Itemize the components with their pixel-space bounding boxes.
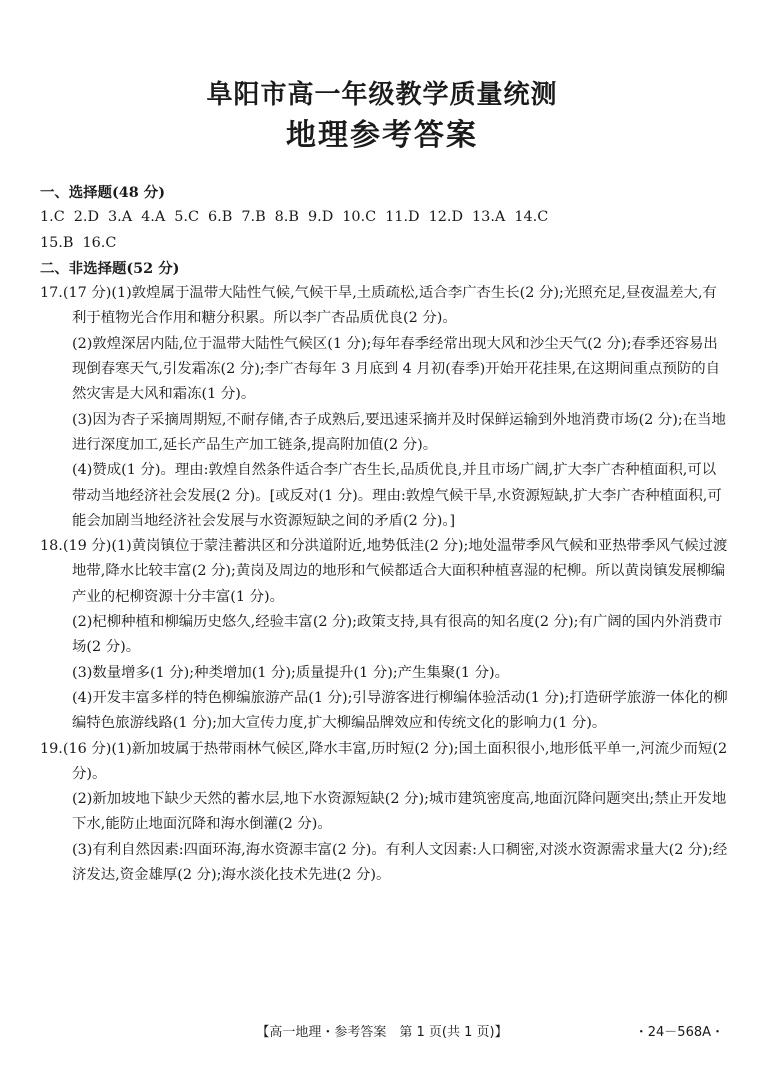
exam-title: 阜阳市高一年级教学质量统测 <box>206 80 558 110</box>
mc-answer: 10.C <box>342 209 377 226</box>
mc-answers-row-2 <box>40 231 730 256</box>
mc-answer: 5.C <box>174 209 200 226</box>
q19-part3: (3)有利自然因素:四面环海,海水资源丰富(2 分)。有利人文因素:人口稠密,对淡水资源需求量大(2 分);经济发达,资金雄厚(2 分);海水淡化技术先进(2 分)。 <box>72 841 728 884</box>
mc-answer: 1.C <box>40 209 65 226</box>
q18-part4: (4)开发丰富多样的特色柳编旅游产品(1 分);引导游客进行柳编体验活动(1 分);打造研学旅游一体化的柳编特色旅游线路(1 分);加大宣传力度,扩大柳编品牌效应和传统文化的影响力(1 分)。 <box>72 689 728 732</box>
mc-answer: 11.D <box>385 209 420 226</box>
mc-answer: 7.B <box>241 209 266 226</box>
q18-part2: (2)杞柳种植和柳编历史悠久,经验丰富(2 分);政策支持,具有很高的知名度(2 分);有广阔的国内外消费市场(2 分)。 <box>72 614 723 656</box>
mc-answer: 4.A <box>141 209 166 226</box>
title-block <box>0 78 764 156</box>
mc-answer: 14.C <box>514 209 549 226</box>
mc-answer: 9.D <box>307 209 334 226</box>
q17-part1: 17.(17 分)(1)敦煌属于温带大陆性气候,气候干旱,土质疏松,适合李广杏生长(2 分);光照充足,昼夜温差大,有利于植物光合作用和糖分积累。所以李广杏品质优良(2 分)。 <box>40 285 717 327</box>
q18-part1: 18.(19 分)(1)黄岗镇位于蒙洼蓄洪区和分洪道附近,地势低洼(2 分);地处温带季风气候和亚热带季风气候过渡地带,降水比较丰富(2 分);黄岗及周边的地形和气候都适合大面积种植喜湿的杞柳。所以黄岗镇发展柳编产业的杞柳资源十分丰富(1 分)。 <box>40 538 728 605</box>
answer-key-title: 地理参考答案 <box>286 118 478 153</box>
footer-page-info: 【高一地理・参考答案 第 1 页(共 1 页)】 <box>256 1025 508 1040</box>
section-multiple-choice-heading: 一、选择题(48 分) <box>40 184 165 201</box>
q19-part2: (2)新加坡地下缺少天然的蓄水层,地下水资源短缺(2 分);城市建筑密度高,地面沉降问题突出;禁止开发地下水,能防止地面沉降和海水倒灌(2 分)。 <box>72 791 727 833</box>
mc-answer: 2.D <box>73 209 100 226</box>
mc-answer: 8.B <box>274 209 299 226</box>
q19-part1: 19.(16 分)(1)新加坡属于热带雨林气候区,降水丰富,历时短(2 分);国土面积很小,地形低平单一,河流少而短(2 分)。 <box>40 740 728 782</box>
q17-part4: (4)赞成(1 分)。理由:敦煌自然条件适合李广杏生长,品质优良,并且市场广阔,扩大李广杏种植面积,可以带动当地经济社会发展(2 分)。[或反对(1 分)。理由:敦煌气候干旱,水资源短缺,扩大李广杏种植面积,可能会加剧当地经济社会发展与水资源短缺之间的矛盾(2 分)。] <box>72 462 722 529</box>
mc-answers-row-1 <box>40 205 730 230</box>
mc-answer: 3.A <box>108 209 133 226</box>
footer-code: ・24－568A・ <box>634 1025 724 1040</box>
q17-part3: (3)因为杏子采摘周期短,不耐存储,杏子成熟后,要迅速采摘并及时保鲜运输到外地消费市场(2 分);在当地进行深度加工,延长产品生产加工链条,提高附加值(2 分)。 <box>72 411 726 453</box>
q17-part2: (2)敦煌深居内陆,位于温带大陆性气候区(1 分);每年春季经常出现大风和沙尘天气(2 分);春季还容易出现倒春寒天气,引发霜冻(2 分);李广杏每年 3 月底到 4 月初(春季)开始开花挂果,在这期间重点预防的自然灾害是大风和霜冻(1 分)。 <box>72 335 721 403</box>
mc-answer: 15.B <box>40 234 74 251</box>
mc-answer: 12.D <box>428 209 464 226</box>
mc-answer: 13.A <box>472 209 506 226</box>
mc-answer: 6.B <box>208 209 233 226</box>
q18-part3: (3)数量增多(1 分);种类增加(1 分);质量提升(1 分);产生集聚(1 分)。 <box>72 664 509 681</box>
page-footer <box>0 1021 764 1043</box>
answer-content <box>40 180 730 888</box>
section-free-response-heading: 二、非选择题(52 分) <box>40 259 180 277</box>
mc-answer: 16.C <box>82 234 117 251</box>
